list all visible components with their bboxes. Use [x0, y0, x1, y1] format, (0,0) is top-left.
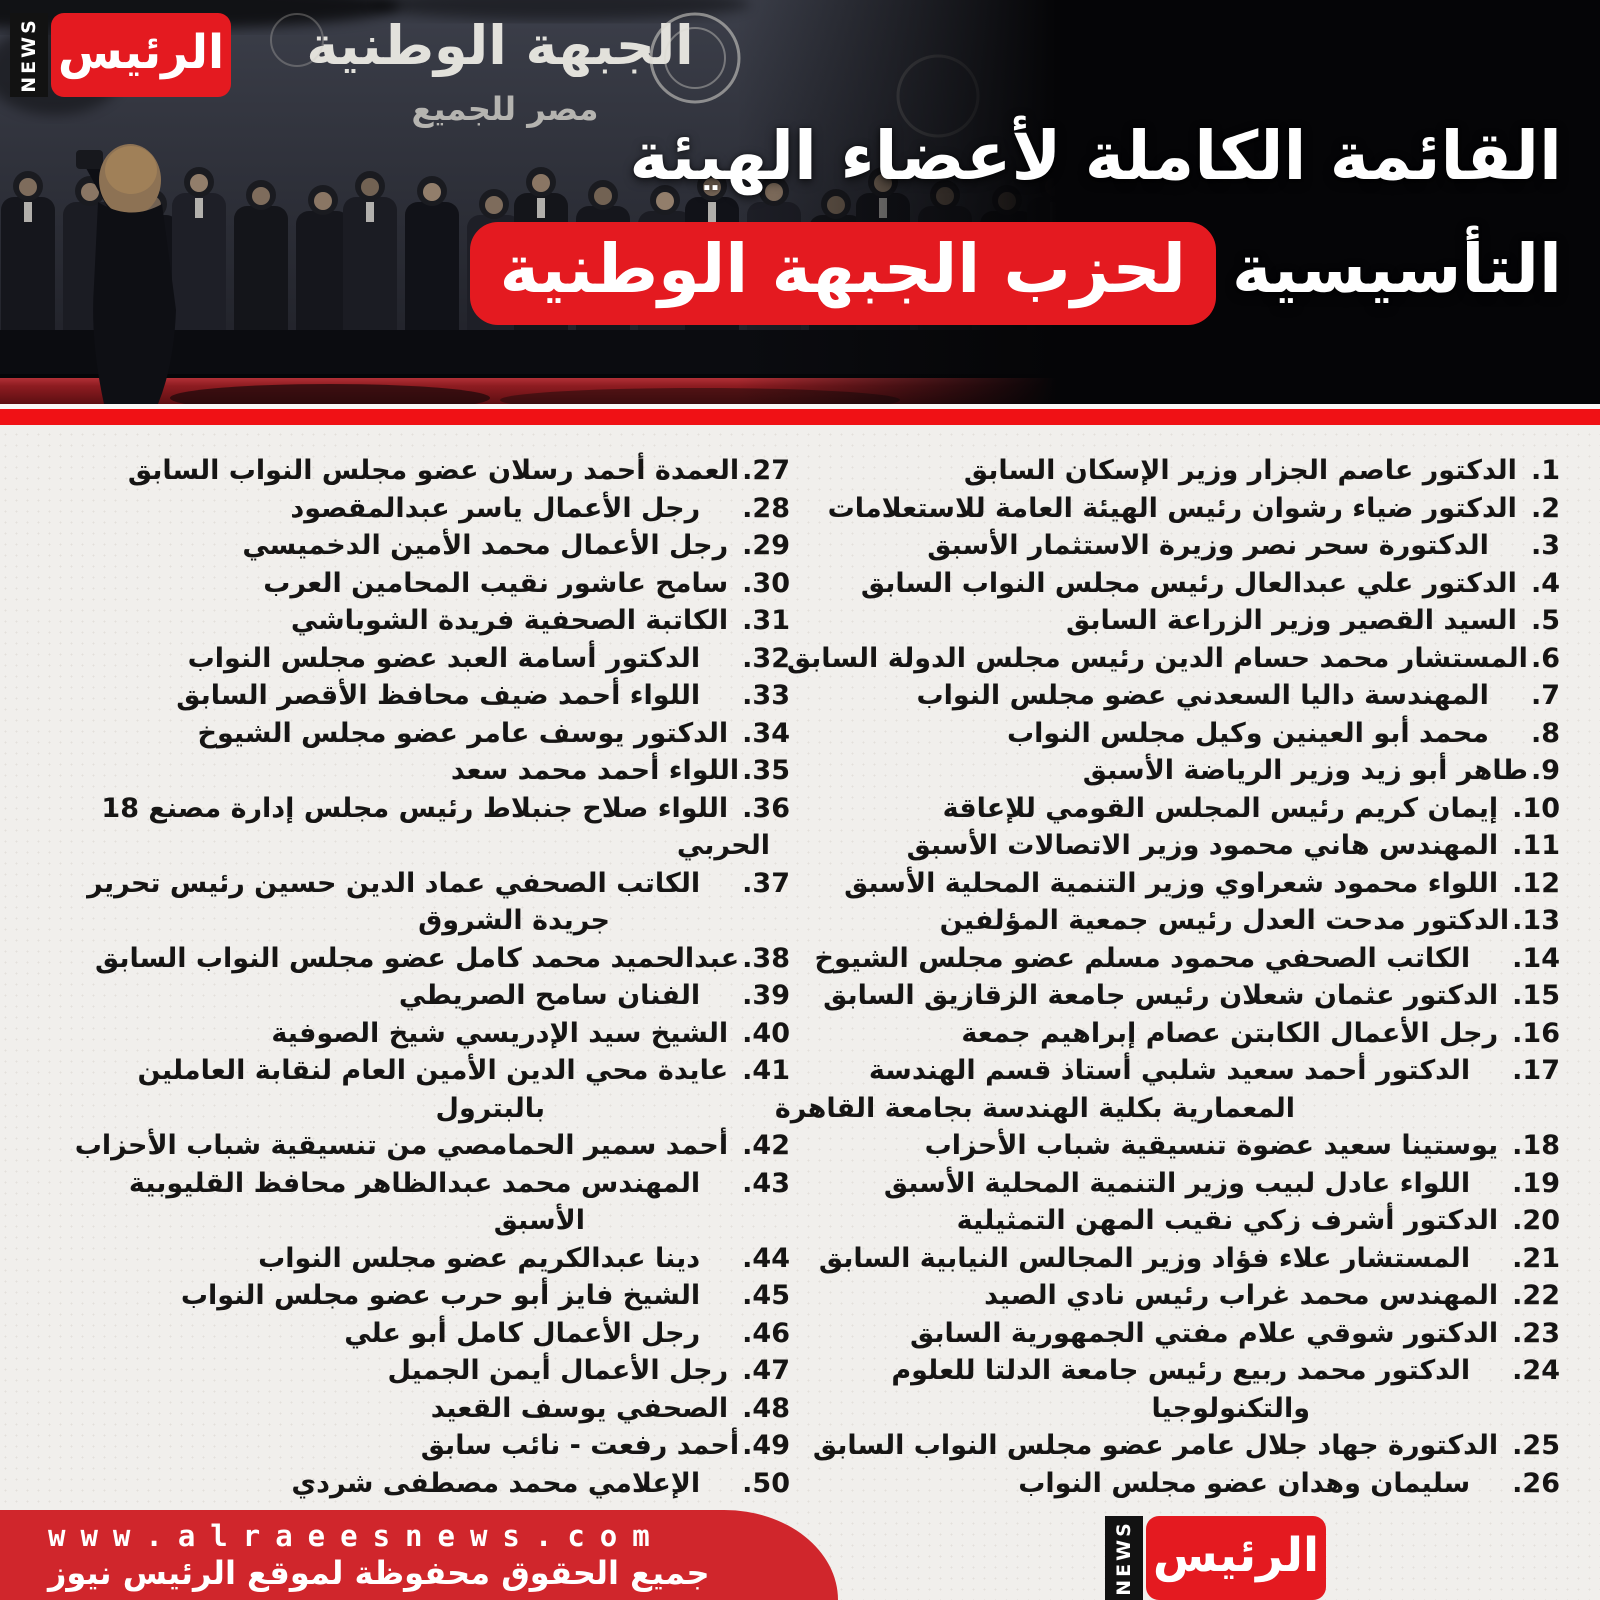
list-item: [38, 940, 790, 978]
item-text: عايدة محي الدين الأمين العام لنقابة العاملين: [137, 1055, 729, 1086]
news-label-strip: [1105, 1516, 1143, 1600]
list-item: [805, 752, 1560, 790]
item-number: 9.: [1530, 755, 1560, 786]
list-item: [38, 527, 790, 565]
item-text: المهندسة داليا السعدني عضو مجلس النواب: [916, 680, 1489, 711]
list-item: [786, 640, 1560, 678]
item-number: 5.: [1530, 605, 1560, 636]
list-item: [38, 490, 790, 528]
list-item: [805, 1240, 1560, 1278]
item-text: الدكتور محمد ربيع رئيس جامعة الدلتا للعلوم: [891, 1355, 1471, 1386]
item-text: المهندس هاني محمود وزير الاتصالات الأسبق: [906, 830, 1499, 861]
item-number: 21.: [1512, 1242, 1560, 1274]
item-text: الدكتور مدحت العدل رئيس جمعية المؤلفين: [939, 905, 1510, 936]
item-text: المهندس محمد عبدالظاهر محافظ القليوبية: [128, 1167, 701, 1199]
news-label: NEWS: [18, 17, 40, 93]
item-number: 48.: [742, 1392, 790, 1424]
list-item: [805, 677, 1560, 715]
item-text: الدكتورة جهاد جلال عامر عضو مجلس النواب السابق: [812, 1430, 1499, 1461]
list-item: [774, 1052, 1560, 1127]
list-item: [38, 715, 790, 753]
item-text-continuation: بالبترول: [435, 1092, 545, 1124]
item-text-continuation: الحربي: [676, 830, 770, 861]
item-number: 3.: [1530, 530, 1560, 561]
section-divider: [0, 404, 1600, 425]
alraees-logo: [1105, 1516, 1326, 1600]
item-number: 24.: [1512, 1355, 1560, 1386]
item-text: الشيخ سيد الإدريسي شيخ الصوفية: [271, 1017, 729, 1049]
list-column-1-26: [774, 452, 1560, 1502]
item-number: 17.: [1512, 1055, 1560, 1086]
item-number: 28.: [742, 492, 790, 524]
list-item: [805, 1352, 1560, 1427]
item-text: الدكتور علي عبدالعال رئيس مجلس النواب السابق: [860, 567, 1517, 599]
item-number: 4.: [1530, 567, 1560, 599]
list-item: [38, 977, 790, 1015]
item-text-continuation: والتكنولوجيا: [1151, 1392, 1310, 1424]
item-number: 22.: [1512, 1280, 1560, 1311]
list-item: [805, 715, 1560, 753]
item-text: الإعلامي محمد مصطفى شردي: [291, 1467, 701, 1499]
item-number: 44.: [742, 1242, 790, 1274]
list-item: [805, 1202, 1560, 1240]
item-text: دينا عبدالكريم عضو مجلس النواب: [258, 1242, 701, 1274]
item-text: الدكتور أسامة العبد عضو مجلس النواب: [187, 642, 701, 674]
item-text: الدكتور أشرف زكي نقيب المهن التمثيلية: [956, 1205, 1499, 1236]
list-item: [38, 1390, 790, 1428]
item-text: سامح عاشور نقيب المحامين العرب: [263, 567, 729, 599]
list-item: [38, 565, 790, 603]
item-number: 13.: [1512, 905, 1560, 936]
item-number: 8.: [1530, 717, 1560, 749]
item-number: 25.: [1512, 1430, 1560, 1461]
list-item: [38, 1015, 790, 1053]
item-number: 30.: [742, 567, 790, 599]
item-text: المستشار علاء فؤاد وزير المجالس النيابية السابق: [818, 1242, 1471, 1274]
item-text-continuation: الأسبق: [493, 1205, 585, 1236]
item-number: 27.: [742, 455, 790, 486]
item-number: 29.: [742, 530, 790, 561]
list-item: [805, 1015, 1560, 1053]
item-text: رجل الأعمال ياسر عبدالمقصود: [290, 492, 701, 524]
item-number: 47.: [742, 1355, 790, 1386]
list-item: [38, 865, 790, 940]
list-item: [38, 602, 790, 640]
item-number: 10.: [1512, 792, 1560, 824]
item-text: الدكتور شوقي علام مفتي الجمهورية السابق: [910, 1317, 1499, 1349]
brand-wordmark: الرئيس: [51, 13, 231, 97]
list-item: [805, 827, 1560, 865]
item-number: 23.: [1512, 1317, 1560, 1349]
list-item: [805, 1465, 1560, 1503]
item-text: رجل الأعمال الكابتن عصام إبراهيم جمعة: [961, 1017, 1499, 1049]
item-text: اللواء محمود شعراوي وزير التنمية المحلية الأسبق: [844, 867, 1499, 899]
item-text: رجل الأعمال كامل أبو علي: [344, 1317, 701, 1349]
list-item: [38, 640, 790, 678]
item-text: الشيخ فايز أبو حرب عضو مجلس النواب: [180, 1280, 701, 1311]
list-item: [805, 790, 1560, 828]
list-item: [805, 565, 1560, 603]
list-item: [38, 790, 790, 865]
brand-wordmark: الرئيس: [1146, 1516, 1326, 1600]
headline-line1: القائمة الكاملة لأعضاء الهيئة: [629, 117, 1562, 195]
copyright-text: جميع الحقوق محفوظة لموقع الرئيس نيوز: [48, 1554, 710, 1592]
item-text: أحمد سمير الحمامصي من تنسيقية شباب الأحزاب: [74, 1130, 729, 1161]
list-item: [805, 1165, 1560, 1203]
list-item: [38, 1165, 790, 1240]
list-item: [38, 1465, 790, 1503]
item-text: أحمد رفعت - نائب سابق: [420, 1430, 740, 1461]
list-item: [805, 1127, 1560, 1165]
item-text: الدكتورة سحر نصر وزيرة الاستثمار الأسبق: [927, 530, 1489, 561]
item-text: المهندس محمد غراب رئيس نادي الصيد: [984, 1280, 1499, 1311]
item-number: 26.: [1512, 1467, 1560, 1499]
item-text: طاهر أبو زيد وزير الرياضة الأسبق: [1082, 755, 1528, 786]
item-number: 37.: [742, 867, 790, 899]
list-item: [38, 752, 790, 790]
item-number: 18.: [1512, 1130, 1560, 1161]
item-number: 2.: [1530, 492, 1560, 524]
list-item: [805, 1277, 1560, 1315]
item-number: 32.: [742, 642, 790, 674]
item-text: الفنان سامح الصريطي: [398, 980, 701, 1011]
item-number: 16.: [1512, 1017, 1560, 1049]
item-text: الكاتبة الصحفية فريدة الشوباشي: [290, 605, 729, 636]
list-item: [805, 1427, 1560, 1465]
alraees-logo: [10, 13, 231, 97]
headline-line2: [470, 222, 1562, 325]
item-text: الدكتور عثمان شعلان رئيس جامعة الزقازيق السابق: [823, 980, 1499, 1011]
list-item: [805, 490, 1560, 528]
item-text: الكاتب الصحفي محمود مسلم عضو مجلس الشيوخ: [814, 942, 1471, 974]
item-number: 35.: [742, 755, 790, 786]
news-label: NEWS: [1113, 1520, 1135, 1596]
item-text: سليمان وهدان عضو مجلس النواب: [1018, 1467, 1471, 1499]
item-text: اللواء عادل لبيب وزير التنمية المحلية الأسبق: [883, 1167, 1471, 1199]
item-number: 19.: [1512, 1167, 1560, 1199]
item-number: 49.: [742, 1430, 790, 1461]
item-number: 50.: [742, 1467, 790, 1499]
item-number: 41.: [742, 1055, 790, 1086]
list-item: [38, 1240, 790, 1278]
item-number: 31.: [742, 605, 790, 636]
item-number: 43.: [742, 1167, 790, 1199]
item-text: إيمان كريم رئيس المجلس القومي للإعاقة: [942, 792, 1499, 824]
item-text: السيد القصير وزير الزراعة السابق: [1066, 605, 1517, 636]
item-number: 33.: [742, 680, 790, 711]
item-text: يوستينا سعيد عضوة تنسيقية شباب الأحزاب: [924, 1130, 1499, 1161]
item-text: اللواء صلاح جنبلاط رئيس مجلس إدارة مصنع 18: [101, 792, 729, 824]
item-number: 11.: [1512, 830, 1560, 861]
list-item: [38, 677, 790, 715]
list-item: [38, 1052, 790, 1127]
list-item: [805, 527, 1560, 565]
headline-highlight-box: لحزب الجبهة الوطنية: [470, 222, 1216, 325]
item-text: اللواء أحمد محمد سعد: [450, 755, 740, 786]
item-number: 36.: [742, 792, 790, 824]
item-text: الصحفي يوسف القعيد: [430, 1392, 729, 1424]
item-number: 6.: [1530, 642, 1560, 674]
list-item: [805, 940, 1560, 978]
item-text: المستشار محمد حسام الدين رئيس مجلس الدولة السابق: [786, 642, 1528, 674]
list-column-27-50: [38, 452, 790, 1502]
item-number: 38.: [742, 942, 790, 974]
list-item: [38, 1277, 790, 1315]
headline: [470, 112, 1562, 325]
item-number: 40.: [742, 1017, 790, 1049]
list-item: [38, 452, 790, 490]
list-item: [805, 865, 1560, 903]
item-number: 14.: [1512, 942, 1560, 974]
headline-line2-prefix: التأسيسية: [1231, 230, 1562, 309]
item-number: 12.: [1512, 867, 1560, 899]
list-item: [38, 1127, 790, 1165]
item-text: الدكتور أحمد سعيد شلبي أستاذ قسم الهندسة: [868, 1055, 1471, 1086]
item-number: 34.: [742, 717, 790, 749]
item-text: اللواء أحمد ضيف محافظ الأقصر السابق: [176, 680, 701, 711]
list-item: [805, 602, 1560, 640]
item-text: الدكتور عاصم الجزار وزير الإسكان السابق: [963, 455, 1517, 486]
list-item: [38, 1352, 790, 1390]
list-item: [805, 452, 1560, 490]
item-number: 1.: [1530, 455, 1560, 486]
item-number: 42.: [742, 1130, 790, 1161]
item-text: رجل الأعمال أيمن الجميل: [387, 1355, 729, 1386]
list-item: [805, 977, 1560, 1015]
item-number: 45.: [742, 1280, 790, 1311]
list-item: [38, 1427, 790, 1465]
footer-banner: [0, 1510, 838, 1600]
item-number: 20.: [1512, 1205, 1560, 1236]
item-text: الدكتور ضياء رشوان رئيس الهيئة العامة للاستعلامات: [827, 492, 1517, 524]
item-number: 15.: [1512, 980, 1560, 1011]
item-text: الدكتور يوسف عامر عضو مجلس الشيوخ: [197, 717, 729, 749]
item-text: محمد أبو العينين وكيل مجلس النواب: [1007, 717, 1489, 749]
divider-red-bar: [0, 409, 1600, 425]
item-number: 7.: [1530, 680, 1560, 711]
item-number: 39.: [742, 980, 790, 1011]
stage-photo: [0, 0, 1600, 404]
item-text: الكاتب الصحفي عماد الدين حسين رئيس تحرير: [87, 867, 701, 899]
item-text: العمدة أحمد رسلان عضو مجلس النواب السابق: [127, 455, 740, 486]
item-text-continuation: جريدة الشروق: [418, 905, 610, 936]
list-item: [805, 1315, 1560, 1353]
news-label-strip: [10, 13, 48, 97]
item-text: عبدالحميد محمد كامل عضو مجلس النواب السابق: [95, 942, 740, 974]
item-text-continuation: المعمارية بكلية الهندسة بجامعة القاهرة: [774, 1092, 1295, 1124]
item-text: رجل الأعمال محمد الأمين الدخميسي: [242, 530, 729, 561]
website-url: www.alraeesnews.com: [48, 1519, 665, 1553]
list-item: [38, 1315, 790, 1353]
list-item: [805, 902, 1560, 940]
item-number: 46.: [742, 1317, 790, 1349]
